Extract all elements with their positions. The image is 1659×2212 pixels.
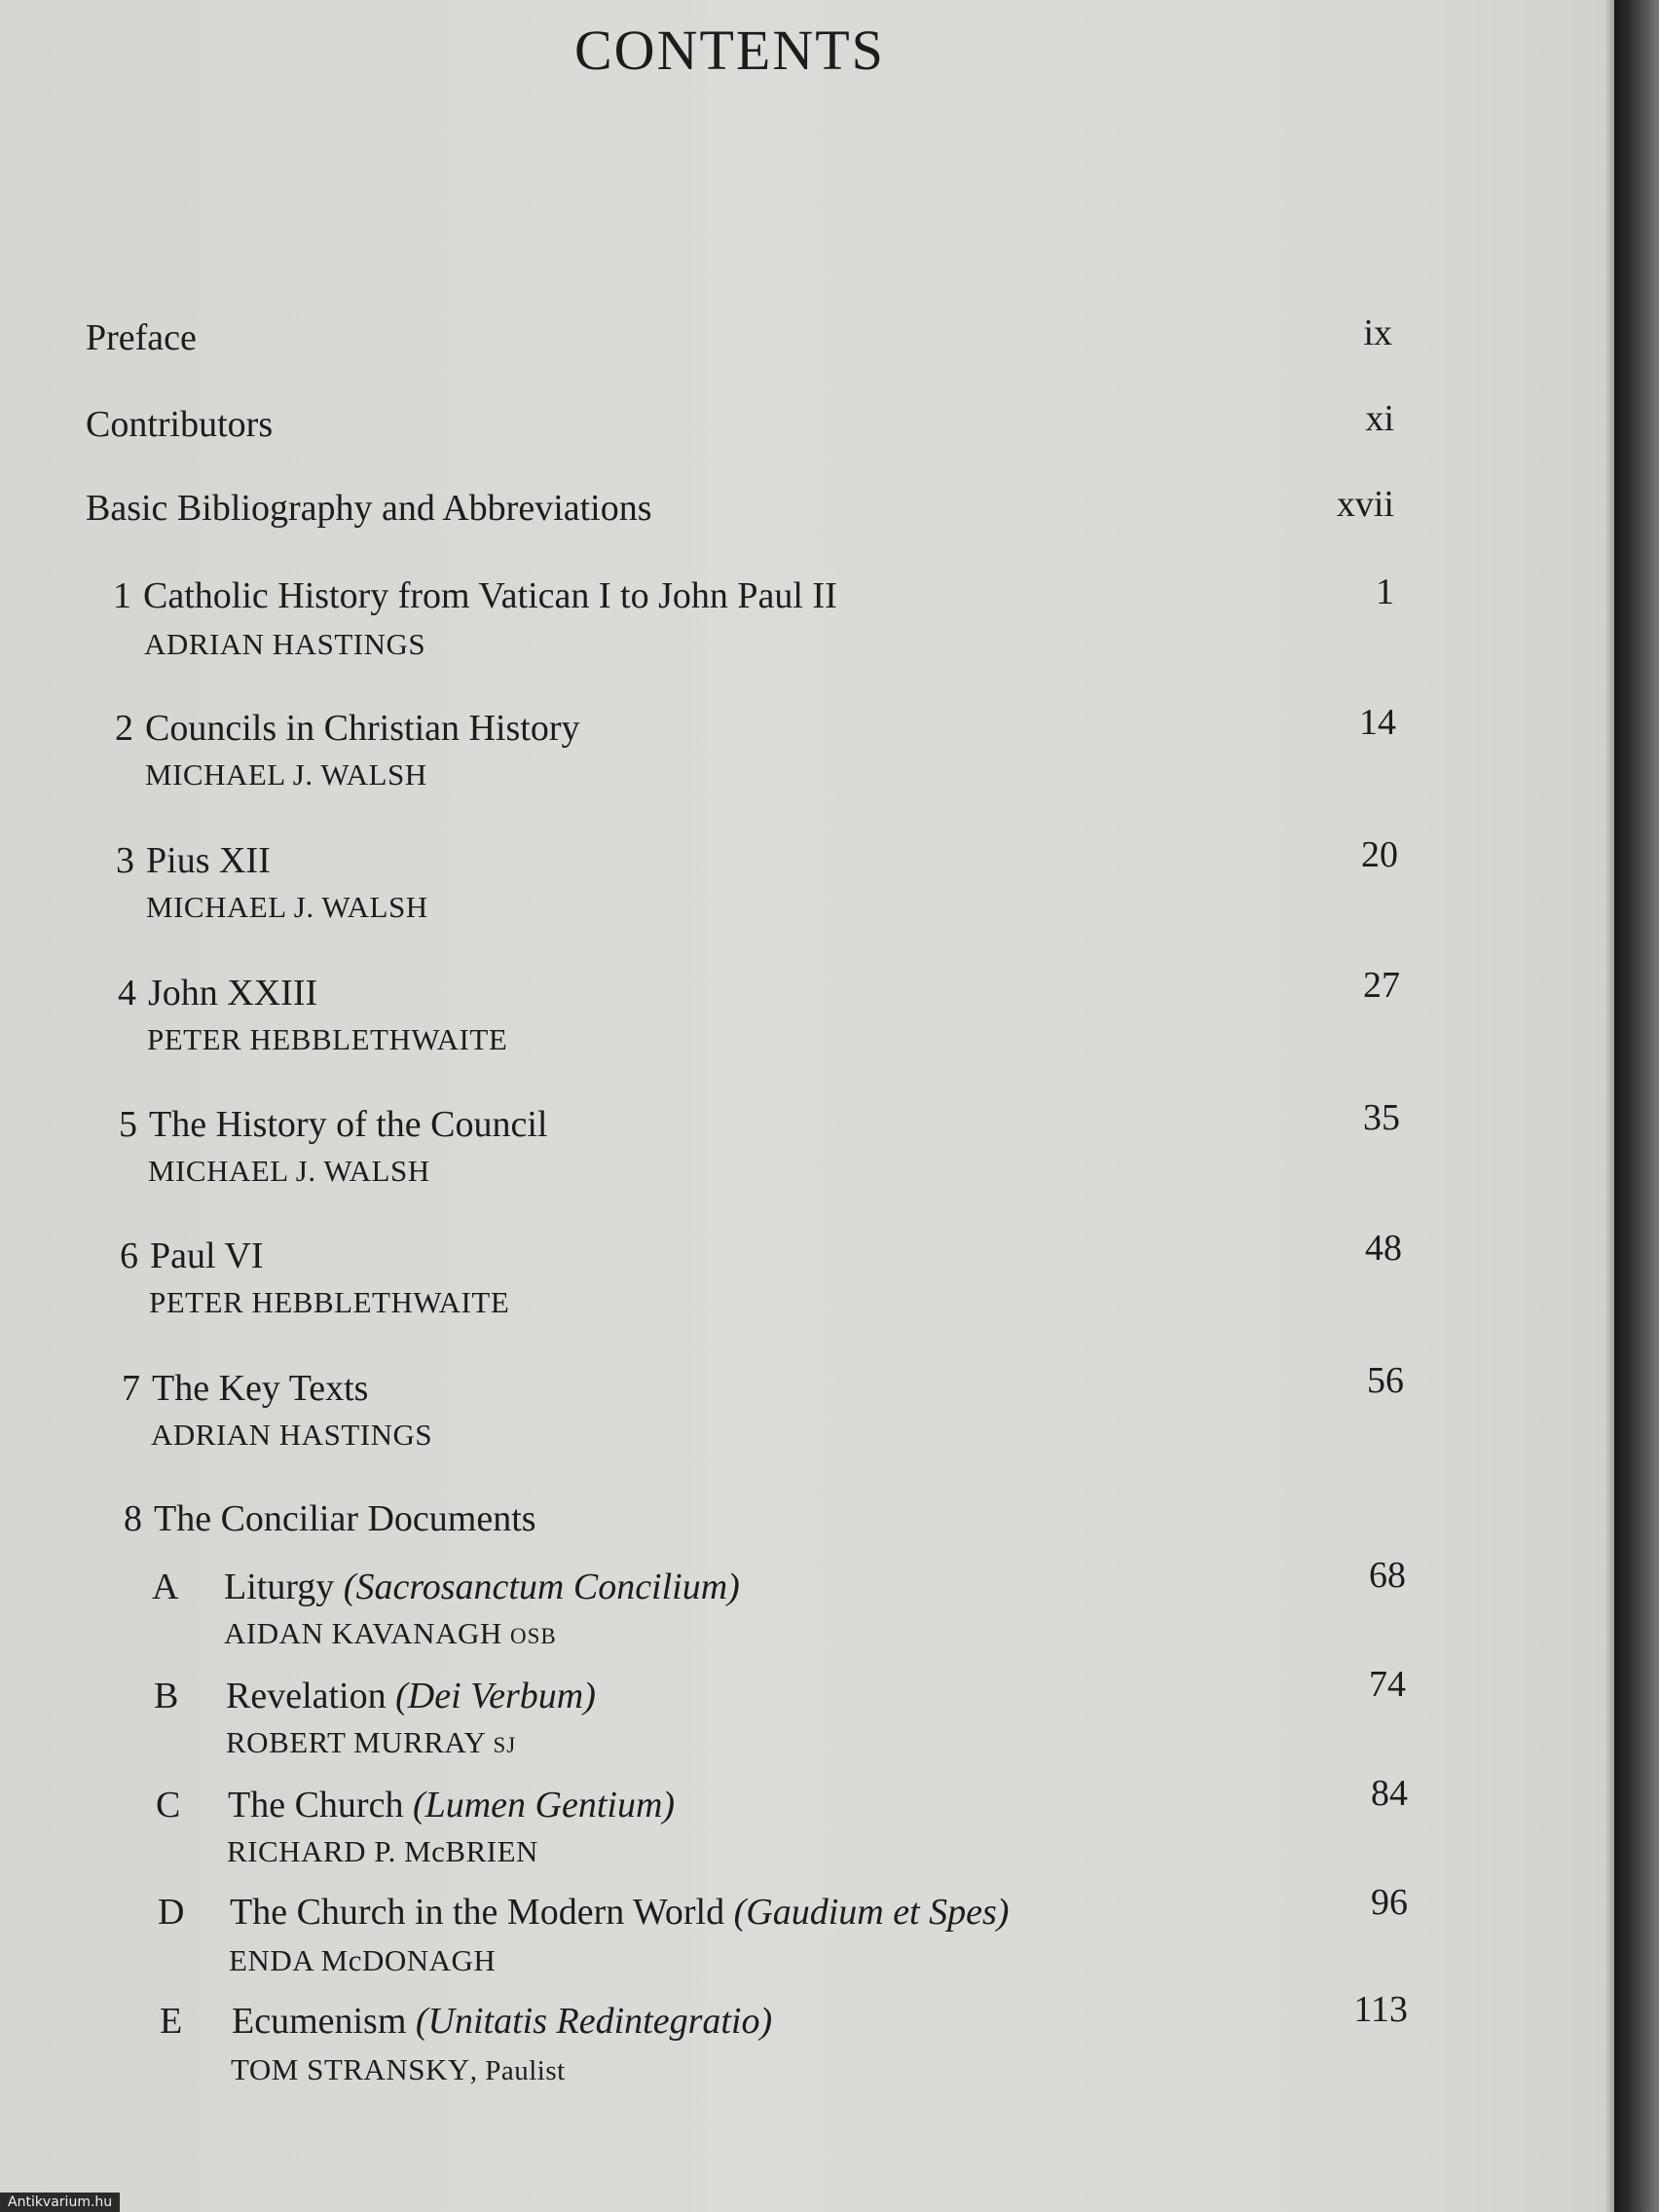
chapter-author: MICHAEL J. WALSH (148, 1154, 430, 1188)
chapter-title: The Conciliar Documents (154, 1498, 536, 1539)
document-title: Ecumenism (232, 2001, 416, 2042)
page-title: CONTENTS (574, 18, 885, 82)
document-author: ENDA McDONAGH (229, 1943, 497, 1977)
toc-entry-contributors (86, 403, 273, 446)
chapter-number: 7 (122, 1368, 140, 1409)
page-gutter-shadow (1606, 0, 1614, 2212)
page-number: 20 (1361, 834, 1398, 875)
page-number: 48 (1365, 1228, 1402, 1269)
chapter-number: 2 (115, 708, 133, 749)
chapter-title: Councils in Christian History (145, 708, 580, 749)
document-author: RICHARD P. McBRIEN (227, 1834, 538, 1868)
chapter-author: ADRIAN HASTINGS (151, 1418, 433, 1452)
chapter-title: Pius XII (146, 840, 271, 881)
page-number: 56 (1367, 1360, 1404, 1401)
author-suffix: OSB (509, 1624, 557, 1648)
document-latin-title: (Gaudium et Spes) (733, 1892, 1010, 1933)
chapter-author: MICHAEL J. WALSH (145, 757, 427, 792)
page-number: 96 (1371, 1882, 1408, 1923)
document-title: The Church (228, 1785, 413, 1825)
page-number: 74 (1369, 1664, 1406, 1705)
book-spine-edge (1614, 0, 1659, 2212)
document-author: AIDAN KAVANAGH (224, 1616, 510, 1650)
chapter-title: John XXIII (148, 973, 318, 1014)
chapter-title: The History of the Council (149, 1104, 548, 1145)
page-number: 68 (1369, 1555, 1406, 1596)
chapter-number: 6 (120, 1235, 138, 1276)
chapter-number: 1 (113, 575, 131, 616)
chapter-number: 4 (118, 973, 136, 1014)
author-suffix: SJ (493, 1733, 517, 1757)
chapter-author: PETER HEBBLETHWAITE (149, 1285, 510, 1319)
toc-entry-bibliography (86, 487, 652, 530)
page-number: 35 (1363, 1097, 1400, 1138)
chapter-author: MICHAEL J. WALSH (146, 890, 428, 924)
entry-title: Contributors (86, 404, 274, 445)
chapter-title: Paul VI (150, 1235, 264, 1276)
author-suffix: , Paulist (469, 2055, 566, 2086)
document-author: ROBERT MURRAY (226, 1725, 494, 1759)
document-title: The Church in the Modern World (230, 1892, 734, 1933)
page-number: xvii (1336, 484, 1394, 525)
document-latin-title: (Lumen Gentium) (412, 1785, 676, 1825)
document-letter: A (152, 1567, 179, 1607)
document-letter: D (158, 1892, 185, 1933)
document-letter: C (156, 1785, 181, 1825)
chapter-author: ADRIAN HASTINGS (144, 627, 426, 661)
chapter-number: 5 (119, 1104, 137, 1145)
chapter-number: 8 (124, 1498, 142, 1539)
page-number: 14 (1359, 702, 1396, 743)
document-latin-title: (Dei Verbum) (395, 1676, 596, 1716)
toc-entry-preface (86, 316, 197, 359)
entry-title: Preface (86, 317, 197, 358)
document-author: TOM STRANSKY (231, 2052, 470, 2086)
document-letter: B (154, 1676, 179, 1716)
chapter-title: Catholic History from Vatican I to John Paul II (143, 575, 837, 616)
watermark: Antikvarium.hu (0, 2193, 120, 2212)
page-number: 1 (1376, 571, 1394, 612)
page-number: ix (1363, 313, 1392, 353)
page-number: 27 (1363, 965, 1400, 1006)
page-number: 84 (1371, 1773, 1408, 1814)
page-number: xi (1365, 398, 1394, 439)
document-latin-title: (Unitatis Redintegratio) (415, 2001, 773, 2042)
chapter-title: The Key Texts (152, 1368, 369, 1409)
page-number: 113 (1353, 1989, 1408, 2030)
chapter-number: 3 (116, 840, 134, 881)
chapter-author: PETER HEBBLETHWAITE (147, 1022, 508, 1056)
document-latin-title: (Sacrosanctum Concilium) (343, 1567, 740, 1607)
document-letter: E (160, 2001, 183, 2042)
document-title: Liturgy (224, 1567, 344, 1607)
document-title: Revelation (226, 1676, 396, 1716)
entry-title: Basic Bibliography and Abbreviations (86, 488, 652, 529)
